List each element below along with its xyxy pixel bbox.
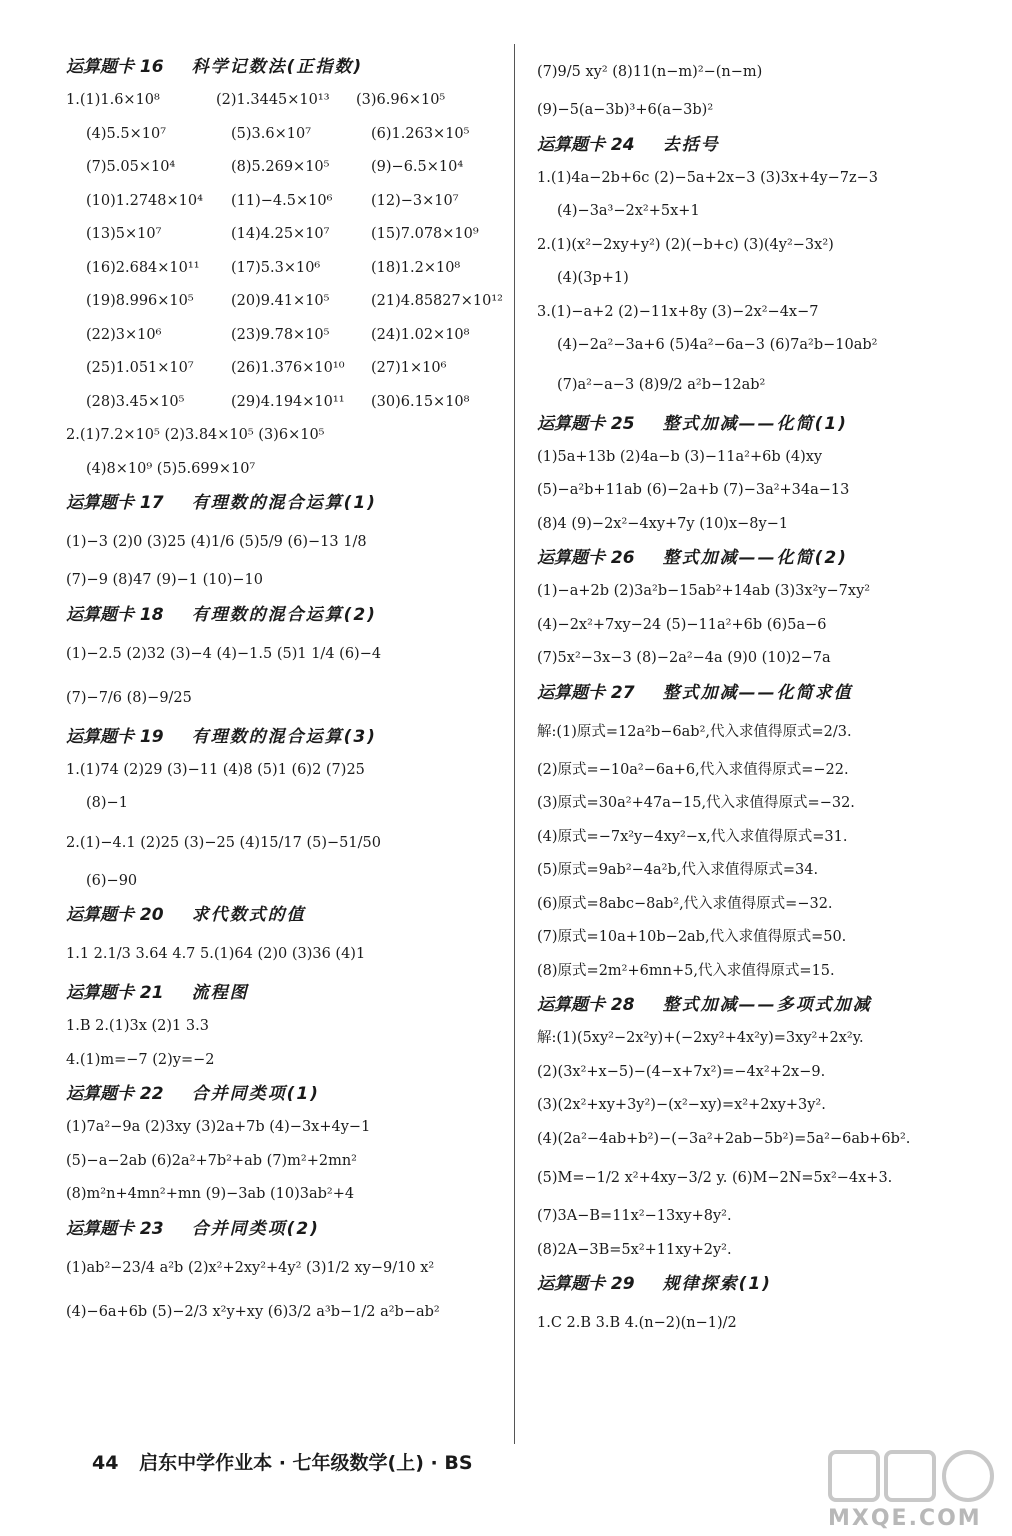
answer-row <box>537 1200 977 1234</box>
answer-row <box>537 1123 977 1157</box>
answer-row <box>537 609 977 643</box>
answer-item: (4)原式=−7x²y−4xy²−x,代入求值得原式=31. <box>537 828 848 845</box>
answer-row <box>66 1145 506 1179</box>
section-heading <box>537 676 977 710</box>
answer-item: 2.(1)(x²−2xy+y²) (2)(−b+c) (3)(4y²−3x²) <box>537 236 834 253</box>
section-heading <box>537 407 977 441</box>
page-footer <box>92 1448 473 1475</box>
answer-item: (8)原式=2m²+6mn+5,代入求值得原式=15. <box>537 962 835 979</box>
section-title: 去括号 <box>662 134 720 155</box>
answer-item: 1.1 2.1/3 3.64 4.7 5.(1)64 (2)0 (3)36 (4)1 <box>66 946 366 962</box>
answer-row <box>66 932 506 976</box>
answer-item: (7)a²−a−3 (8)9/2 a²b−12ab² <box>557 376 766 393</box>
answer-row <box>66 285 506 319</box>
answer-row <box>66 1246 506 1290</box>
section-title: 规律探索(1) <box>662 1274 772 1294</box>
section-heading <box>537 128 977 162</box>
section-title: 整式加减——化简求值 <box>662 682 853 703</box>
answer-item: (27)1×10⁶ <box>371 360 447 376</box>
answer-row <box>537 955 977 989</box>
answer-item: (6)1.263×10⁵ <box>371 125 470 142</box>
answer-row <box>66 1290 506 1334</box>
answer-row <box>66 821 506 865</box>
section-title: 有理数的混合运算(2) <box>191 604 377 625</box>
answer-row <box>537 329 977 363</box>
answer-item: 3.(1)−a+2 (2)−11x+8y (3)−2x²−4x−7 <box>537 303 819 320</box>
answer-item: (4)−2x²+7xy−24 (5)−11a²+6b (6)5a−6 <box>537 616 827 633</box>
answer-item: 1.B 2.(1)3x (2)1 3.3 <box>66 1018 209 1034</box>
answer-item: 2.(1)7.2×10⁵ (2)3.84×10⁵ (3)6×10⁵ <box>66 427 325 443</box>
answer-item: (26)1.376×10¹⁰ <box>231 360 345 376</box>
answer-item: (22)3×10⁶ <box>86 326 162 343</box>
answer-item: (7)−9 (8)47 (9)−1 (10)−10 <box>66 572 264 588</box>
section-heading <box>66 50 506 84</box>
answer-item: 2.(1)−4.1 (2)25 (3)−25 (4)15/17 (5)−51/50 <box>66 834 381 851</box>
answer-row <box>66 1044 506 1078</box>
answer-item: (5)M=−1/2 x²+4xy−3/2 y. (6)M−2N=5x²−4x+3. <box>537 1170 893 1186</box>
answer-row <box>537 94 977 128</box>
answer-row <box>66 118 506 152</box>
section-label: 运算题卡 22 <box>66 1084 164 1104</box>
answer-row <box>66 1178 506 1212</box>
answer-item: (15)7.078×10⁹ <box>371 226 479 242</box>
answer-row <box>537 575 977 609</box>
answer-item: (4)(2a²−4ab+b²)−(−3a²+2ab−5b²)=5a²−6ab+6b². <box>537 1130 911 1147</box>
section-heading <box>66 1212 506 1246</box>
answer-item: (8)m²n+4mn²+mn (9)−3ab (10)3ab²+4 <box>66 1186 355 1202</box>
answer-row <box>537 787 977 821</box>
answer-row <box>537 195 977 229</box>
answer-item: (3)(2x²+xy+3y²)−(x²−xy)=x²+2xy+3y². <box>537 1097 826 1113</box>
answer-item: (1)−2.5 (2)32 (3)−4 (4)−1.5 (5)1 1/4 (6)−4 <box>66 645 382 662</box>
section-title: 有理数的混合运算(3) <box>191 726 377 747</box>
answer-item: (1)ab²−23/4 a²b (2)x²+2xy²+4y² (3)1/2 xy−9/10 x² <box>66 1259 435 1276</box>
answer-row <box>537 1301 977 1345</box>
section-title: 合并同类项(1) <box>191 1084 320 1104</box>
answer-row <box>537 1089 977 1123</box>
answer-item: (4)(3p+1) <box>557 270 629 286</box>
answer-item: (2)1.3445×10¹³ <box>216 92 330 108</box>
section-label: 运算题卡 28 <box>537 995 635 1015</box>
answer-item: (7)原式=10a+10b−2ab,代入求值得原式=50. <box>537 929 847 945</box>
section-title: 科学记数法(正指数) <box>191 57 364 77</box>
section-label: 运算题卡 29 <box>537 1274 635 1294</box>
answer-item: (17)5.3×10⁶ <box>231 259 321 276</box>
section-label: 运算题卡 26 <box>537 548 635 568</box>
answer-item: (25)1.051×10⁷ <box>86 360 194 376</box>
answer-item: 1.(1)1.6×10⁸ <box>66 92 160 108</box>
section-label: 运算题卡 17 <box>66 493 164 513</box>
answer-row <box>537 162 977 196</box>
answer-row <box>66 865 506 899</box>
answer-item: (6)原式=8abc−8ab²,代入求值得原式=−32. <box>537 895 833 912</box>
section-heading <box>66 598 506 632</box>
answer-row <box>66 352 506 386</box>
answer-item: (7)5.05×10⁴ <box>86 159 176 175</box>
answer-row <box>537 1156 977 1200</box>
answer-row <box>537 441 977 475</box>
section-heading <box>66 486 506 520</box>
left-column <box>66 50 506 1334</box>
answer-row <box>537 1022 977 1056</box>
section-title: 整式加减——化简(1) <box>662 413 848 434</box>
answer-row <box>66 84 506 118</box>
answer-item: (8)4 (9)−2x²−4xy+7y (10)x−8y−1 <box>537 515 789 532</box>
answer-item: (4)−6a+6b (5)−2/3 x²y+xy (6)3/2 a³b−1/2 a²b−ab² <box>66 1303 440 1320</box>
answer-item: (12)−3×10⁷ <box>371 192 459 209</box>
answer-item: (28)3.45×10⁵ <box>86 393 185 410</box>
answer-item: (5)−a²b+11ab (6)−2a+b (7)−3a²+34a−13 <box>537 482 850 498</box>
answer-item: (24)1.02×10⁸ <box>371 326 470 343</box>
answer-item: (3)6.96×10⁵ <box>356 92 446 108</box>
answer-item: (5)−a−2ab (6)2a²+7b²+ab (7)m²+2mn² <box>66 1152 357 1169</box>
section-title: 流程图 <box>191 983 249 1003</box>
answer-item: (9)−5(a−3b)³+6(a−3b)² <box>537 102 714 118</box>
answer-item: (1)7a²−9a (2)3xy (3)2a+7b (4)−3x+4y−1 <box>66 1119 371 1135</box>
answer-item: (30)6.15×10⁸ <box>371 393 470 410</box>
section-heading <box>66 720 506 754</box>
answer-item: (23)9.78×10⁵ <box>231 326 330 343</box>
answer-item: (7)3A−B=11x²−13xy+8y². <box>537 1208 732 1224</box>
answer-row <box>537 921 977 955</box>
section-title: 有理数的混合运算(1) <box>191 493 377 513</box>
answer-item: (5)3.6×10⁷ <box>231 125 312 142</box>
section-heading <box>537 988 977 1022</box>
answer-row <box>66 185 506 219</box>
section-title: 整式加减——多项式加减 <box>662 995 872 1015</box>
right-column <box>537 50 977 1345</box>
answer-item: 1.(1)4a−2b+6c (2)−5a+2x−3 (3)3x+4y−7z−3 <box>537 169 878 186</box>
answer-row <box>537 642 977 676</box>
answer-row <box>537 821 977 855</box>
answer-item: 解:(1)原式=12a²b−6ab²,代入求值得原式=2/3. <box>537 723 852 740</box>
answer-item: (1)−3 (2)0 (3)25 (4)1/6 (5)5/9 (6)−13 1/8 <box>66 534 367 550</box>
answer-row <box>66 252 506 286</box>
answer-row <box>66 564 506 598</box>
answer-item: (9)−6.5×10⁴ <box>371 159 464 175</box>
answer-row <box>537 1234 977 1268</box>
answer-row <box>537 229 977 263</box>
answer-row <box>537 474 977 508</box>
answer-item: (10)1.2748×10⁴ <box>86 192 203 209</box>
answer-item: 1.(1)74 (2)29 (3)−11 (4)8 (5)1 (6)2 (7)25 <box>66 761 365 778</box>
answer-row <box>537 296 977 330</box>
column-divider <box>514 44 515 1444</box>
section-heading <box>66 976 506 1010</box>
section-label: 运算题卡 20 <box>66 905 164 925</box>
book-title: 启东中学作业本 · 七年级数学(上) · BS <box>139 1452 473 1474</box>
watermark-text: MXQE.COM <box>828 1506 982 1531</box>
section-heading <box>66 898 506 932</box>
section-title: 求代数式的值 <box>191 905 306 925</box>
answer-row <box>66 151 506 185</box>
answer-row <box>537 754 977 788</box>
answer-row <box>66 453 506 487</box>
page-number: 44 <box>92 1452 119 1474</box>
section-label: 运算题卡 16 <box>66 57 164 77</box>
answer-row <box>537 888 977 922</box>
answer-item: (19)8.996×10⁵ <box>86 293 194 309</box>
section-label: 运算题卡 27 <box>537 682 635 703</box>
answer-item: 解:(1)(5xy²−2x²y)+(−2xy²+4x²y)=3xy²+2x²y. <box>537 1030 864 1046</box>
answer-row <box>537 1056 977 1090</box>
answer-row <box>66 319 506 353</box>
answer-item: (4)−2a²−3a+6 (5)4a²−6a−3 (6)7a²b−10ab² <box>557 337 878 353</box>
answer-item: 4.(1)m=−7 (2)y=−2 <box>66 1051 215 1068</box>
answer-row <box>66 676 506 720</box>
answer-item: (1)5a+13b (2)4a−b (3)−11a²+6b (4)xy <box>537 448 823 465</box>
answer-item: (3)原式=30a²+47a−15,代入求值得原式=−32. <box>537 795 855 811</box>
answer-item: (6)−90 <box>86 872 138 889</box>
answer-item: (29)4.194×10¹¹ <box>231 393 345 410</box>
answer-item: (14)4.25×10⁷ <box>231 226 330 242</box>
section-label: 运算题卡 25 <box>537 413 635 434</box>
answer-row <box>66 386 506 420</box>
answer-item: (7)−7/6 (8)−9/25 <box>66 689 192 706</box>
answer-row <box>537 710 977 754</box>
answer-item: (18)1.2×10⁸ <box>371 259 461 276</box>
answer-item: (2)(3x²+x−5)−(4−x+7x²)=−4x²+2x−9. <box>537 1063 826 1080</box>
answer-item: (2)原式=−10a²−6a+6,代入求值得原式=−22. <box>537 761 849 778</box>
answer-row <box>537 854 977 888</box>
answer-item: 1.C 2.B 3.B 4.(n−2)(n−1)/2 <box>537 1315 737 1331</box>
answer-row <box>66 419 506 453</box>
answer-row <box>537 363 977 407</box>
answer-item: (4)−3a³−2x²+5x+1 <box>557 203 700 219</box>
answer-item: (4)8×10⁹ (5)5.699×10⁷ <box>86 460 256 477</box>
answer-item: (5)原式=9ab²−4a²b,代入求值得原式=34. <box>537 862 819 878</box>
answer-item: (4)5.5×10⁷ <box>86 125 167 142</box>
answer-row <box>66 520 506 564</box>
answer-item: (11)−4.5×10⁶ <box>231 192 333 209</box>
answer-item: (8)5.269×10⁵ <box>231 159 330 175</box>
section-heading <box>66 1077 506 1111</box>
answer-row <box>537 508 977 542</box>
answer-item: (1)−a+2b (2)3a²b−15ab²+14ab (3)3x²y−7xy² <box>537 583 871 599</box>
section-label: 运算题卡 18 <box>66 604 164 625</box>
answer-item: (16)2.684×10¹¹ <box>86 259 200 276</box>
answer-item: (7)5x²−3x−3 (8)−2a²−4a (9)0 (10)2−7a <box>537 650 831 666</box>
answer-row <box>66 632 506 676</box>
answer-row <box>537 262 977 296</box>
answer-item: (20)9.41×10⁵ <box>231 293 330 309</box>
section-label: 运算题卡 19 <box>66 726 164 747</box>
section-title: 合并同类项(2) <box>191 1218 320 1239</box>
answer-row <box>66 218 506 252</box>
section-label: 运算题卡 24 <box>537 134 635 155</box>
section-label: 运算题卡 21 <box>66 983 164 1003</box>
answer-item: (13)5×10⁷ <box>86 226 162 242</box>
section-title: 整式加减——化简(2) <box>662 548 848 568</box>
answer-item: (21)4.85827×10¹² <box>371 293 503 309</box>
answer-item: (8)−1 <box>86 795 128 811</box>
answer-row <box>537 50 977 94</box>
answer-item: (8)2A−3B=5x²+11xy+2y². <box>537 1241 732 1258</box>
section-label: 运算题卡 23 <box>66 1218 164 1239</box>
answer-row <box>66 1111 506 1145</box>
answer-row <box>66 1010 506 1044</box>
answer-row <box>66 754 506 788</box>
answer-row <box>66 787 506 821</box>
answer-item: (7)9/5 xy² (8)11(n−m)²−(n−m) <box>537 64 763 80</box>
section-heading <box>537 1267 977 1301</box>
section-heading <box>537 541 977 575</box>
